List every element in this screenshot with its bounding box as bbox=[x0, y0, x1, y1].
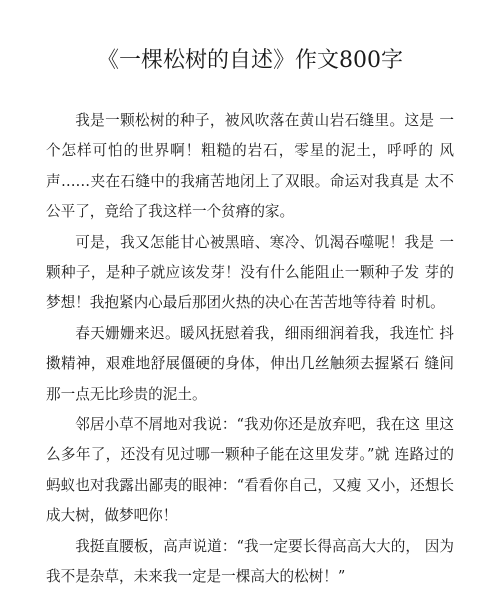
paragraph-4: 邻居小草不屑地对我说：“我劝你还是放弃吧，我在这 里这么多年了，还没有见过哪一颗种子能在这里发芽。”就 连路过的蚂蚁也对我露出鄙夷的眼神：“看看你自己，又瘦 又小，还想长成大树，做梦吧你！ bbox=[46, 416, 454, 525]
paragraph-1: 我是一颗松树的种子，被风吹落在黄山岩石缝里。这是 一个怎样可怕的世界啊！粗糙的岩石，零星的泥土，呼呼的 风声……夹在石缝中的我痛苦地闭上了双眼。命运对我真是 太不公平了，竟给了我这样一个贫瘠的家。 bbox=[46, 112, 454, 221]
paragraph-3: 春天姗姗来迟。暖风抚慰着我，细雨细润着我，我连忙 抖擞精神，艰难地舒展僵硬的身体，伸出几丝触须去握紧石 缝间那一点无比珍贵的泥土。 bbox=[46, 324, 454, 403]
document-body bbox=[46, 106, 454, 593]
document-title: 《一棵松树的自述》作文800字 bbox=[97, 48, 403, 73]
paragraph-2: 可是，我又怎能甘心被黑暗、寒冷、饥渴吞噬呢！我是 一颗种子，是种子就应该发芽！没有什么能阻止一颗种子发 芽的梦想！我抱紧内心最后那团火热的决心在苦苦地等待着 时机。 bbox=[46, 233, 454, 312]
paragraph-5: 我挺直腰板，高声说道：“我一定要长得高高大大的， 因为我不是杂草，未来我一定是一棵高大的松树！” bbox=[46, 537, 454, 586]
